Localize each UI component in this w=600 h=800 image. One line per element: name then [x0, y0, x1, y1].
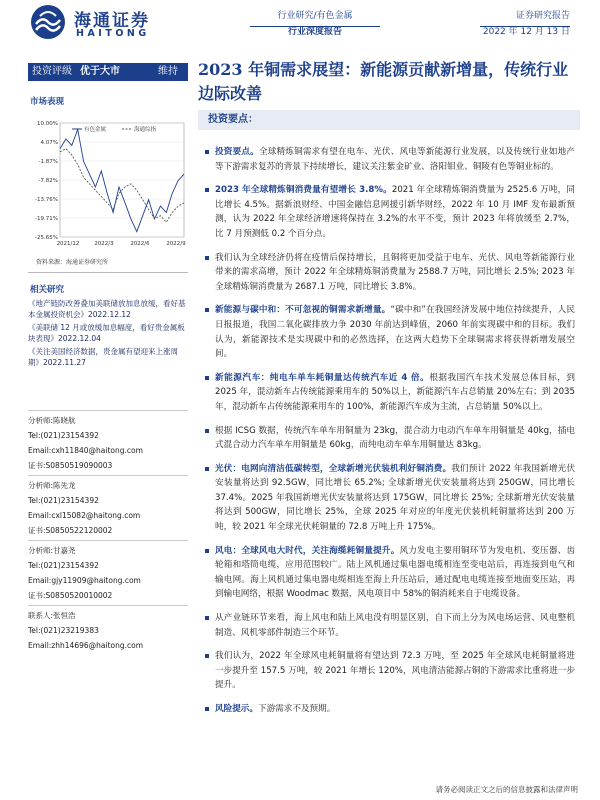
rating-value: 优于大市: [80, 66, 120, 77]
key-point-paragraph: [205, 611, 575, 640]
key-point-highlight: 新能源与碳中和：不可忽视的铜需求新增量。: [215, 305, 391, 316]
legend-label: 有色金属: [84, 127, 107, 133]
key-point-paragraph: [205, 544, 575, 602]
analyst-email[interactable]: Email:cxl15082@haitong.com: [28, 511, 141, 520]
related-research-title: 相关研究: [30, 285, 65, 295]
key-point-paragraph: [205, 303, 575, 361]
analyst-list: [28, 410, 188, 655]
report-type: 行业深度报告: [287, 27, 342, 37]
header-divider: [250, 26, 380, 27]
key-point-text: 全球精炼铜需求有望在电车、光伏、风电等新能源行业发展，以及传统行业如地产等下游需求复苏的背景下持续增长，建议关注紫金矿业、洛阳钼业、铜陵有色等铜业标的。: [215, 147, 575, 172]
key-point-paragraph: [205, 251, 575, 295]
key-point-text: 从产业链环节来看，海上风电和陆上风电没有明显区别，自下而上分为风电场运营、风电整机制造、风机零部件制造三个环节。: [215, 613, 575, 638]
contact-tel: Tel:(021)23219383: [28, 626, 99, 635]
related-item[interactable]: 《地产链防改善叠加美联储放加息放缓，看好基本金属投资机会》2022.12.12: [28, 299, 186, 319]
chart-source: 资料来源：海通证券研究所: [36, 259, 109, 266]
analyst-email[interactable]: Email:gjy11909@haitong.com: [28, 576, 141, 585]
page-header: [0, 0, 600, 48]
key-point-paragraph: [205, 649, 575, 693]
key-point-text: “碳中和”在我国经济发展中地位持续提升，人民日报报道，我国二氧化碳排放力争 2030 年前达到峰值，2060 年前实现碳中和的目标。我们认为，新能源技术是实现碳中和的必然选择，在这两大趋势下全球铜需求将获得新增发展空间。: [215, 305, 575, 360]
rating-label: 投资评级: [32, 66, 72, 77]
key-point-paragraph: [205, 371, 575, 415]
report-brand-block: [460, 8, 570, 40]
contact-card: [28, 605, 188, 653]
haitong-logo-icon: [30, 4, 66, 40]
rating-change: 维持: [158, 66, 178, 77]
contact-name: 联系人:张恒浩: [28, 611, 76, 620]
key-point-highlight: 新能源汽车：纯电车单车耗铜量达传统汽车近 4 倍。: [215, 372, 430, 383]
key-point-text: 下游需求不及预期。: [257, 704, 336, 714]
analyst-name: 分析师:陈先龙: [28, 481, 76, 490]
key-point-paragraph: [205, 183, 575, 241]
y-tick-label: 4.07%: [40, 139, 58, 146]
analyst-tel: Tel:(021)23154392: [28, 496, 99, 505]
key-point-highlight: 风险提示。: [215, 704, 258, 714]
market-performance-title: 市场表现: [30, 97, 65, 107]
contact-email[interactable]: Email:zhh14696@haitong.com: [28, 641, 144, 650]
chart-series-line: [60, 129, 184, 231]
analyst-card: [28, 540, 188, 603]
related-research-list: [28, 298, 188, 370]
key-point-text: 根据 ICSG 数据，传统汽车单车用铜量为 23kg，混合动力电动汽车单车用铜量是 40kg，插电式混合动力汽车单车用铜量是 60kg，而纯电动车单车用铜量达 83kg。: [215, 425, 575, 451]
analyst-card: [28, 410, 188, 473]
key-point-paragraph: [205, 702, 575, 717]
key-point-highlight: 光伏：电网向清洁低碳转型，全球新增光伏装机利好铜消费。: [215, 463, 452, 474]
header-divider-right: [480, 26, 570, 27]
report-category: 行业研究/有色金属: [277, 11, 353, 21]
analyst-tel: Tel:(021)23154392: [28, 561, 99, 570]
investment-rating: [28, 63, 188, 81]
page-title: 2023 年铜需求展望：新能源贡献新增量，传统行业边际改善: [198, 60, 569, 103]
company-logo: [30, 4, 190, 44]
report-category-block: [250, 8, 380, 40]
key-point-text: 风力发电主要用铜环节为发电机、变压器、齿轮箱和塔筒电缆，应用范围较广。陆上风机通过集电器电缆相连至变电站后，再连接到电气和输电网。海上风机通过集电器电缆相连至海上升压站后，通过配电电缆连接至地面变压站，再到输电网络，根据 Woodmac 数据，风电项目中 58%的铜消耗来自于电缆设备。: [215, 545, 575, 600]
legend-label: 海通综指: [134, 127, 157, 133]
key-point-text: 我们预计 2022 年我国新增光伏安装量将达到 92.5GW，同比增长 65.2%; 全球新增光伏安装量将达到 250GW，同比增长 37.4%。2025 年我国新增光伏安装量将达到 175GW，同比增长 25%; 全球新增光伏安装量将达到 500GW，同比增长 25%，全球 2025 年对应的年度光伏装机耗铜量将达到 200 万吨，较 2021 年全球光伏耗铜量的 72.8 万吨上升 175%。: [215, 463, 575, 533]
key-point-paragraph: [205, 424, 575, 453]
key-point-text: 我们认为全球经济仍将在疫情后保持增长，且铜将更加受益于电车、光伏、风电等新能源行业带来的需求高增，预计 2022 年全球精炼铜消费量为 2588.7 万吨，同比增长 2.5%; 2023 年全球精炼铜消费量为 2687.1 万吨，同比增长 3.8%。: [215, 252, 575, 292]
key-point-highlight: 风电：全球风电大时代，关注海缆耗铜量提升。: [215, 545, 400, 556]
y-tick-label: -19.71%: [35, 216, 58, 223]
related-item[interactable]: 《美联储 12 月或放缓加息幅度，看好贵金属板块表现》2022.12.04: [28, 323, 185, 343]
y-tick-label: 10.00%: [37, 121, 58, 127]
company-name-en: HAITONG: [76, 28, 150, 39]
key-point-highlight: 2023 年全球精炼铜消费量有望增长 3.8%。: [215, 185, 392, 196]
y-tick-label: -1.87%: [38, 158, 58, 165]
key-points-header: 投资要点：: [198, 110, 580, 130]
market-performance-chart: [28, 115, 188, 255]
key-point-text: 根据我国汽车技术发展总体目标，到 2025 年，混动新车占传统能源乘用车的 50%以上，新能源汽车占总销量 20%左右；到 2035 年，混动新车占传统能源乘用车的 100%，新能源汽车成为主流，占总销量 50%以上。: [215, 372, 575, 412]
key-points-list: [205, 145, 575, 726]
key-point-paragraph: [205, 145, 575, 174]
y-tick-label: -25.65%: [35, 235, 58, 241]
disclaimer-footer: 请务必阅读正文之后的信息披露和法律声明: [435, 785, 578, 794]
x-tick-label: 2021/12: [56, 241, 80, 247]
analyst-cert: 证书:S0850520010002: [28, 591, 113, 600]
analyst-tel: Tel:(021)23154392: [28, 431, 99, 440]
y-tick-label: -13.76%: [35, 196, 58, 203]
key-point-highlight: 投资要点。: [215, 147, 259, 157]
x-tick-label: 2022/3: [94, 241, 114, 247]
analyst-card: [28, 475, 188, 538]
analyst-name: 分析师:甘嘉尧: [28, 546, 76, 555]
report-date: 2022 年 12 月 13 日: [482, 27, 570, 37]
analyst-cert: 证书:S0850519090003: [28, 461, 113, 470]
key-point-paragraph: [205, 462, 575, 535]
related-item[interactable]: 《关注美国经济数据，贵金属有望迎来上涨周期》2022.11.27: [28, 347, 178, 367]
report-brand: 证券研究报告: [515, 11, 570, 21]
x-tick-label: 2022/6: [130, 241, 150, 247]
sidebar-divider: [28, 272, 188, 273]
key-point-text: 我们认为，2022 年全球风电耗铜量将有望达到 72.3 万吨，至 2025 年全球风电耗铜量将进一步提升至 157.5 万吨，较 2021 年增长 120%，风电清洁能源占铜的下游需求比重将进一步提升。: [215, 651, 575, 691]
key-point-text: 2021 年全球精炼铜消费量为 2525.6 万吨，同比增长 4.5%。据新浪财经、中国金融信息网援引新华财经，2022 年 10 月 IMF 发布最新预测，认为 2022 年全球经济增速将保持在 3.2%的水平不变，预计 2023 年将放缓至 2.7%，比 7 月预测低 0.2 个百分点。: [215, 185, 575, 239]
analyst-email[interactable]: Email:cxh11840@haitong.com: [28, 446, 143, 455]
x-tick-label: 2022/9: [166, 241, 186, 247]
company-name-cn: 海通证券: [74, 11, 150, 31]
analyst-name: 分析师:陈晓航: [28, 416, 76, 425]
analyst-cert: 证书:S0850522120002: [28, 526, 113, 535]
y-tick-label: -7.82%: [38, 177, 58, 184]
